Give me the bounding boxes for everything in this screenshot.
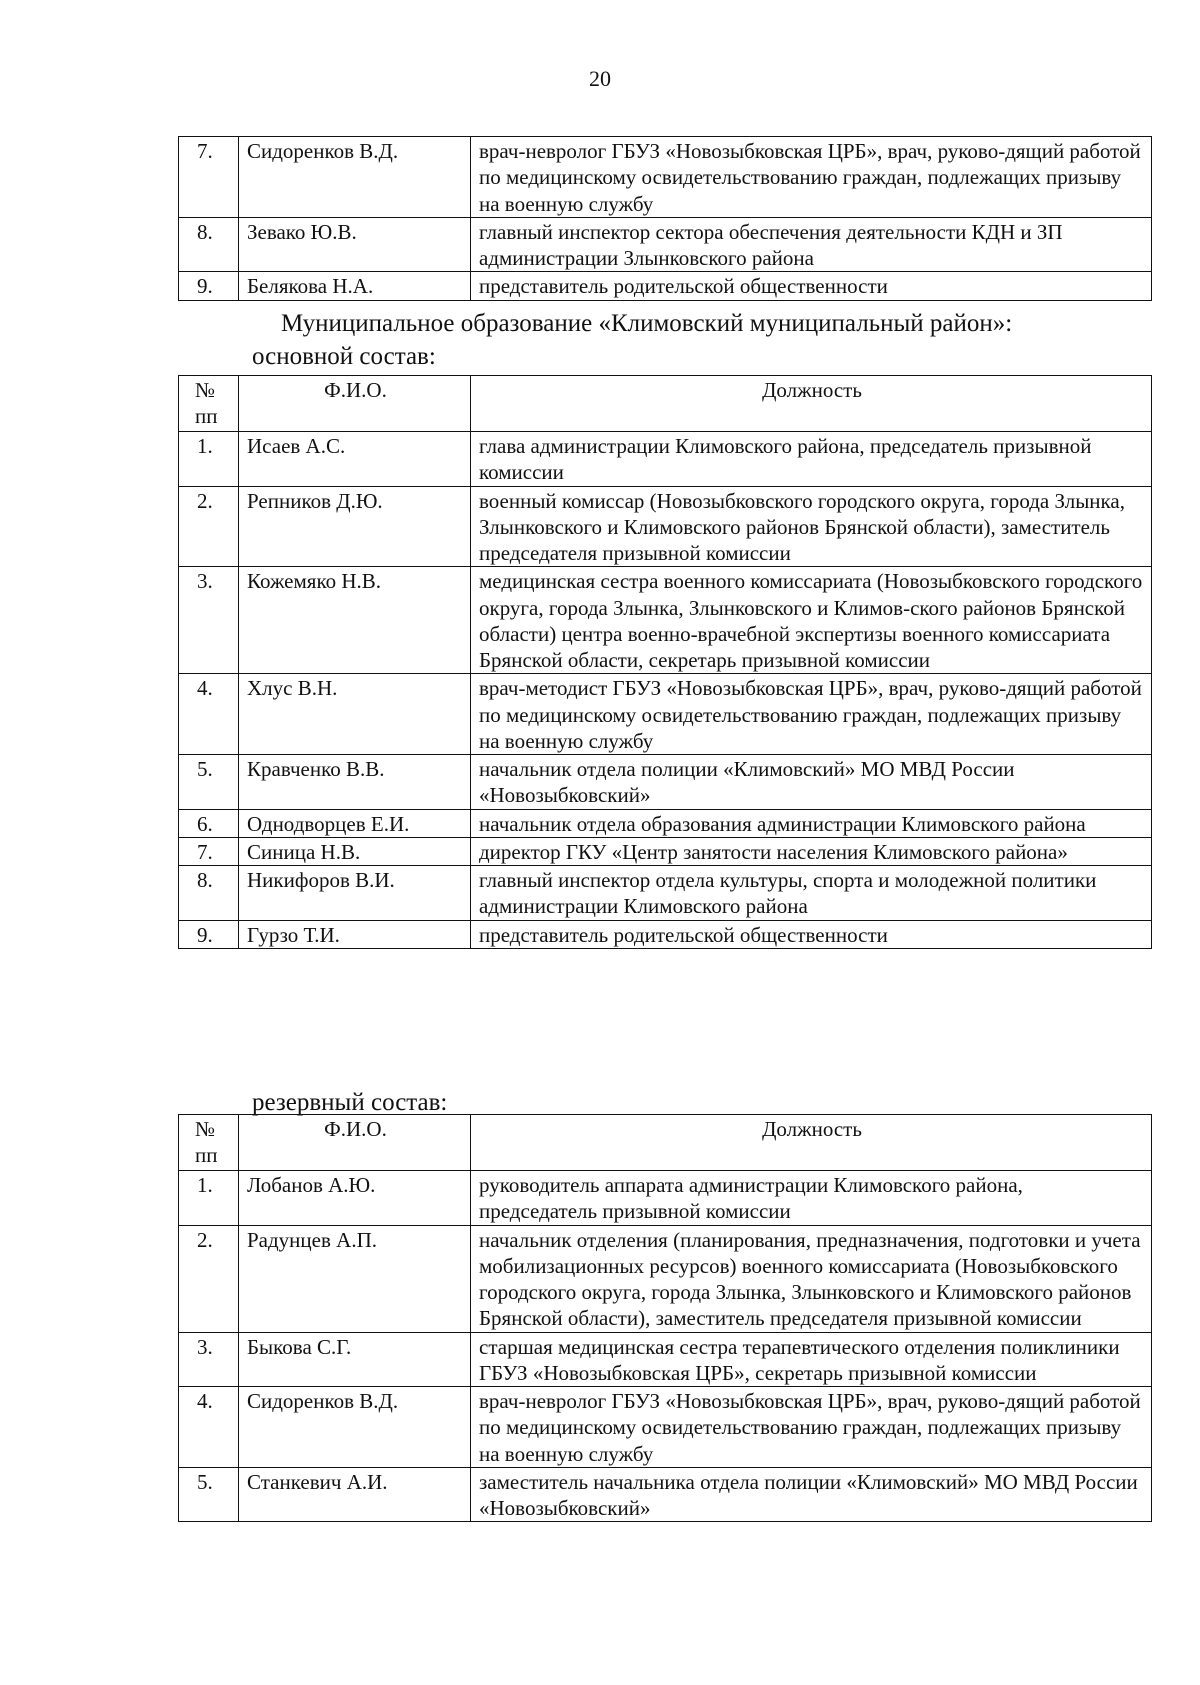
- row-position: глава администрации Климовского района, председатель призывной комиссии: [471, 432, 1152, 487]
- table-row: [179, 674, 1152, 755]
- row-number: 5.: [179, 1467, 239, 1522]
- table-row: [179, 837, 1152, 865]
- row-position: врач-невролог ГБУЗ «Новозыбковская ЦРБ», врач, руково-дящий работой по медицинскому освидетельствованию граждан, подлежащих призыву на военную службу: [471, 137, 1152, 218]
- table-header-row: [179, 1115, 1152, 1171]
- table-row: [179, 137, 1152, 218]
- header-num: № пп: [179, 1115, 239, 1171]
- row-position: врач-методист ГБУЗ «Новозыбковская ЦРБ», врач, руково-дящий работой по медицинскому освидетельствованию граждан, подлежащих призыву на военную службу: [471, 674, 1152, 755]
- row-number: 5.: [179, 755, 239, 810]
- row-position: директор ГКУ «Центр занятости населения Климовского района»: [471, 837, 1152, 865]
- row-name: Сидоренков В.Д.: [239, 137, 471, 218]
- header-position: Должность: [471, 376, 1152, 432]
- row-name: Лобанов А.Ю.: [239, 1171, 471, 1226]
- header-name: Ф.И.О.: [239, 376, 471, 432]
- row-number: 2.: [179, 486, 239, 567]
- row-number: 4.: [179, 674, 239, 755]
- row-number: 2.: [179, 1225, 239, 1332]
- row-name: Быкова С.Г.: [239, 1332, 471, 1387]
- row-name: Радунцев А.П.: [239, 1225, 471, 1332]
- row-number: 8.: [179, 217, 239, 272]
- row-position: главный инспектор отдела культуры, спорта и молодежной политики администрации Климовского района: [471, 866, 1152, 921]
- header-position: Должность: [471, 1115, 1152, 1171]
- row-name: Хлус В.Н.: [239, 674, 471, 755]
- table-row: [179, 755, 1152, 810]
- row-name: Зевако Ю.В.: [239, 217, 471, 272]
- table-row: [179, 1467, 1152, 1522]
- reserve-composition-table: [178, 1114, 1152, 1522]
- row-number: 8.: [179, 866, 239, 921]
- table-row: [179, 1225, 1152, 1332]
- table-row: [179, 567, 1152, 674]
- continued-commission-table: [178, 136, 1152, 301]
- municipality-title: Муниципальное образование «Климовский муниципальный район»:: [281, 310, 1013, 337]
- row-position: главный инспектор сектора обеспечения деятельности КДН и ЗП администрации Злынковского района: [471, 217, 1152, 272]
- main-section-label: основной состав:: [252, 343, 436, 370]
- table-row: [179, 920, 1152, 948]
- row-name: Синица Н.В.: [239, 837, 471, 865]
- row-number: 6.: [179, 809, 239, 837]
- row-number: 9.: [179, 272, 239, 300]
- table-row: [179, 866, 1152, 921]
- row-position: врач-невролог ГБУЗ «Новозыбковская ЦРБ», врач, руково-дящий работой по медицинскому освидетельствованию граждан, подлежащих призыву на военную службу: [471, 1387, 1152, 1468]
- row-position: начальник отделения (планирования, предназначения, подготовки и учета мобилизационных ресурсов) военного комиссариата (Новозыбковского городского округа, города Злынка, Злынковского и Климовского районов Брянской области), заместитель председателя призывной комиссии: [471, 1225, 1152, 1332]
- row-name: Репников Д.Ю.: [239, 486, 471, 567]
- row-name: Гурзо Т.И.: [239, 920, 471, 948]
- row-number: 9.: [179, 920, 239, 948]
- row-position: медицинская сестра военного комиссариата (Новозыбковского городского округа, города Злынка, Злынковского и Климов-ского районов Брянской области) центра военно-врачебной экспертизы военного комиссариата Брянской области, секретарь призывной комиссии: [471, 567, 1152, 674]
- row-position: представитель родительской общественности: [471, 272, 1152, 300]
- row-name: Кожемяко Н.В.: [239, 567, 471, 674]
- row-position: старшая медицинская сестра терапевтического отделения поликлиники ГБУЗ «Новозыбковская ЦРБ», секретарь призывной комиссии: [471, 1332, 1152, 1387]
- row-number: 7.: [179, 137, 239, 218]
- row-name: Исаев А.С.: [239, 432, 471, 487]
- row-position: начальник отдела образования администрации Климовского района: [471, 809, 1152, 837]
- table-row: [179, 217, 1152, 272]
- table-row: [179, 272, 1152, 300]
- row-position: военный комиссар (Новозыбковского городского округа, города Злынка, Злынковского и Климовского районов Брянской области), заместитель председателя призывной комиссии: [471, 486, 1152, 567]
- page-number: 20: [589, 66, 611, 91]
- row-position: руководитель аппарата администрации Климовского района, председатель призывной комиссии: [471, 1171, 1152, 1226]
- row-position: представитель родительской общественности: [471, 920, 1152, 948]
- row-name: Никифоров В.И.: [239, 866, 471, 921]
- row-number: 7.: [179, 837, 239, 865]
- table-header-row: [179, 376, 1152, 432]
- table-row: [179, 1332, 1152, 1387]
- row-position: заместитель начальника отдела полиции «Климовский» МО МВД России «Новозыбковский»: [471, 1467, 1152, 1522]
- main-composition-table: [178, 375, 1152, 949]
- row-number: 3.: [179, 1332, 239, 1387]
- row-number: 4.: [179, 1387, 239, 1468]
- row-name: Белякова Н.А.: [239, 272, 471, 300]
- table-row: [179, 1387, 1152, 1468]
- reserve-section-label: резервный состав:: [252, 1089, 448, 1116]
- row-number: 1.: [179, 1171, 239, 1226]
- row-position: начальник отдела полиции «Климовский» МО МВД России «Новозыбковский»: [471, 755, 1152, 810]
- row-number: 1.: [179, 432, 239, 487]
- row-name: Сидоренков В.Д.: [239, 1387, 471, 1468]
- row-name: Кравченко В.В.: [239, 755, 471, 810]
- table-row: [179, 809, 1152, 837]
- table-row: [179, 486, 1152, 567]
- row-name: Станкевич А.И.: [239, 1467, 471, 1522]
- table-row: [179, 1171, 1152, 1226]
- table-row: [179, 432, 1152, 487]
- row-number: 3.: [179, 567, 239, 674]
- header-name: Ф.И.О.: [239, 1115, 471, 1171]
- row-name: Однодворцев Е.И.: [239, 809, 471, 837]
- header-num: № пп: [179, 376, 239, 432]
